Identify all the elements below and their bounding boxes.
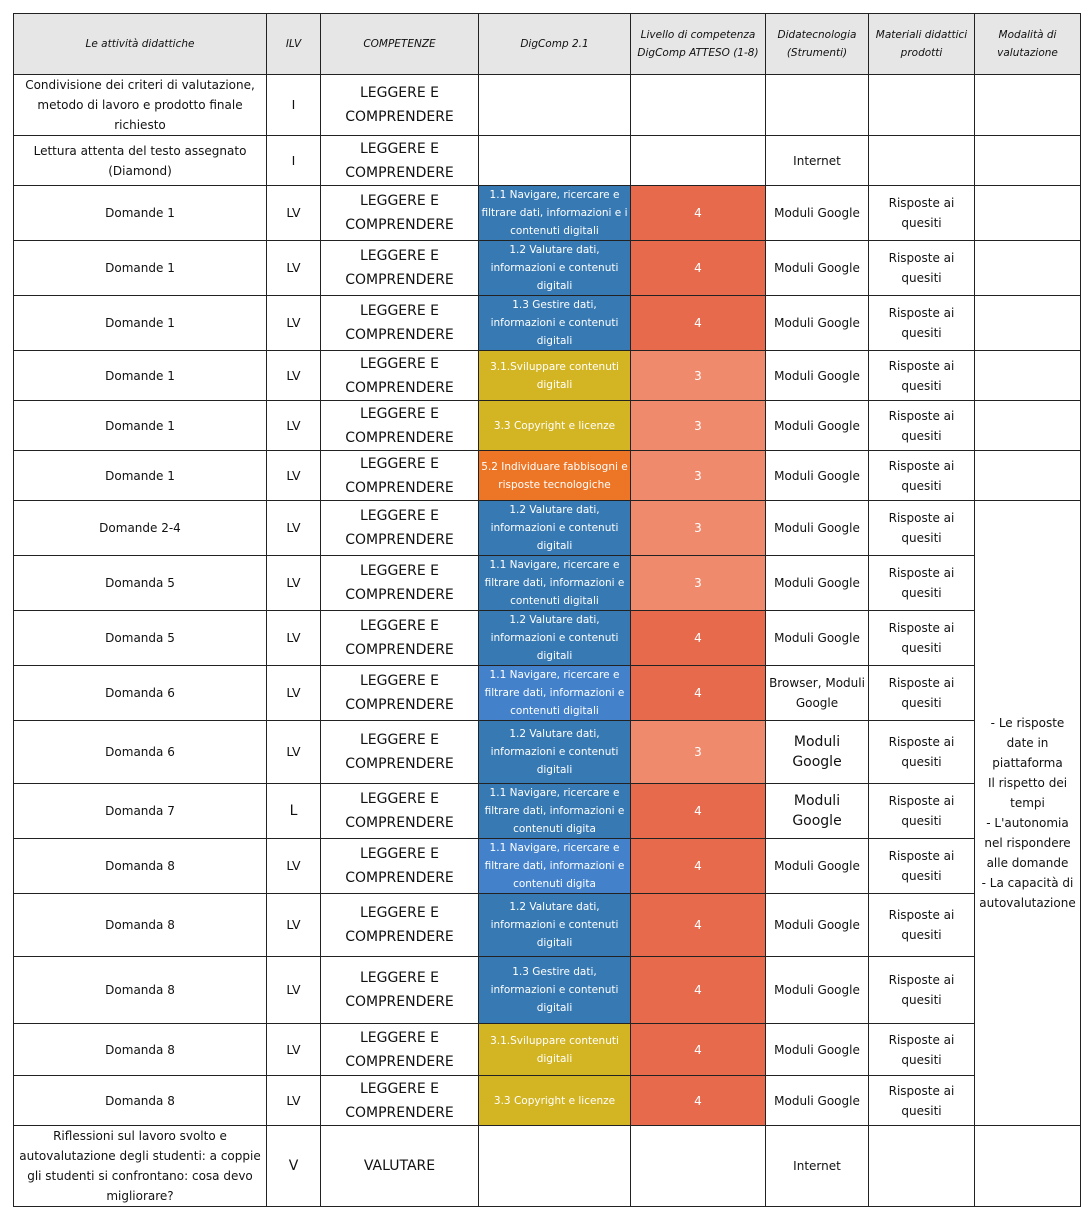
livello-cell: 4 [631,1024,766,1076]
livello-cell: 3 [631,556,766,611]
competenze-cell: LEGGERE E COMPRENDERE [321,957,479,1024]
materiali-cell: Risposte ai quesiti [869,501,975,556]
header-competenze: COMPETENZE [321,14,479,75]
header-digcomp: DigComp 2.1 [479,14,631,75]
modalita-cell [975,241,1081,296]
table-row [14,1024,1081,1076]
livello-cell: 4 [631,296,766,351]
table-row [14,839,1081,894]
materiali-cell: Risposte ai quesiti [869,241,975,296]
table-row [14,784,1081,839]
header-attivita: Le attività didattiche [14,14,267,75]
activity-cell: Domande 1 [14,296,267,351]
header-strumenti: Didatecnologia (Strumenti) [766,14,869,75]
ilv-cell: LV [267,1024,321,1076]
strumenti-cell: Moduli Google [766,721,869,784]
materiali-cell: Risposte ai quesiti [869,784,975,839]
livello-cell: 3 [631,401,766,451]
materiali-cell: Risposte ai quesiti [869,721,975,784]
competenze-cell: LEGGERE E COMPRENDERE [321,611,479,666]
competenze-cell: LEGGERE E COMPRENDERE [321,1076,479,1126]
ilv-cell: LV [267,401,321,451]
modalita-cell [975,401,1081,451]
materiali-cell: Risposte ai quesiti [869,1024,975,1076]
materiali-cell: Risposte ai quesiti [869,611,975,666]
table-row [14,401,1081,451]
table-row [14,501,1081,556]
modalita-merged-cell: - Le risposte date in piattaforma Il rispetto dei tempi - L'autonomia nel rispondere alle domande - La capacità di autovalutazione [975,501,1081,1126]
materiali-cell: Risposte ai quesiti [869,186,975,241]
table-row [14,351,1081,401]
activity-cell: Domanda 8 [14,1024,267,1076]
activity-cell: Domande 1 [14,241,267,296]
modalita-cell [975,351,1081,401]
livello-cell: 4 [631,839,766,894]
table-row [14,611,1081,666]
ilv-cell: V [267,1126,321,1207]
digcomp-cell [479,1126,631,1207]
digcomp-cell: 1.1 Navigare, ricercare e filtrare dati, informazioni e contenuti digita [479,784,631,839]
activity-cell: Condivisione dei criteri di valutazione, metodo di lavoro e prodotto finale richiesto [14,75,267,136]
competenze-cell: LEGGERE E COMPRENDERE [321,296,479,351]
livello-cell: 4 [631,611,766,666]
lesson-plan-table [13,13,1081,1207]
table-row [14,721,1081,784]
table-row [14,957,1081,1024]
materiali-cell [869,136,975,186]
competenze-cell: LEGGERE E COMPRENDERE [321,451,479,501]
livello-cell: 4 [631,1076,766,1126]
strumenti-cell: Moduli Google [766,839,869,894]
table-row [14,666,1081,721]
livello-cell: 4 [631,957,766,1024]
table-row [14,136,1081,186]
competenze-cell: VALUTARE [321,1126,479,1207]
digcomp-cell: 1.2 Valutare dati, informazioni e contenuti digitali [479,721,631,784]
strumenti-cell: Moduli Google [766,501,869,556]
livello-cell: 3 [631,451,766,501]
activity-cell: Domande 1 [14,451,267,501]
strumenti-cell: Moduli Google [766,957,869,1024]
digcomp-cell: 1.2 Valutare dati, informazioni e contenuti digitali [479,241,631,296]
competenze-cell: LEGGERE E COMPRENDERE [321,186,479,241]
digcomp-cell: 5.2 Individuare fabbisogni e risposte tecnologiche [479,451,631,501]
strumenti-cell: Moduli Google [766,556,869,611]
materiali-cell: Risposte ai quesiti [869,839,975,894]
ilv-cell: LV [267,501,321,556]
competenze-cell: LEGGERE E COMPRENDERE [321,75,479,136]
table-row [14,75,1081,136]
table-row [14,1076,1081,1126]
ilv-cell: LV [267,957,321,1024]
ilv-cell: LV [267,1076,321,1126]
materiali-cell: Risposte ai quesiti [869,894,975,957]
activity-cell: Domande 2-4 [14,501,267,556]
table-row [14,241,1081,296]
livello-cell: 3 [631,501,766,556]
materiali-cell: Risposte ai quesiti [869,451,975,501]
digcomp-cell: 3.3 Copyright e licenze [479,1076,631,1126]
competenze-cell: LEGGERE E COMPRENDERE [321,401,479,451]
materiali-cell: Risposte ai quesiti [869,556,975,611]
strumenti-cell: Moduli Google [766,351,869,401]
materiali-cell: Risposte ai quesiti [869,1076,975,1126]
activity-cell: Domande 1 [14,351,267,401]
competenze-cell: LEGGERE E COMPRENDERE [321,894,479,957]
table-row [14,451,1081,501]
digcomp-cell [479,136,631,186]
ilv-cell: LV [267,611,321,666]
materiali-cell: Risposte ai quesiti [869,666,975,721]
competenze-cell: LEGGERE E COMPRENDERE [321,839,479,894]
activity-cell: Domanda 8 [14,1076,267,1126]
ilv-cell: LV [267,839,321,894]
materiali-cell: Risposte ai quesiti [869,957,975,1024]
ilv-cell: LV [267,296,321,351]
competenze-cell: LEGGERE E COMPRENDERE [321,501,479,556]
activity-cell: Domande 1 [14,401,267,451]
competenze-cell: LEGGERE E COMPRENDERE [321,721,479,784]
strumenti-cell: Moduli Google [766,894,869,957]
ilv-cell: L [267,784,321,839]
livello-cell: 4 [631,784,766,839]
header-livello: Livello di competenza DigComp ATTESO (1-8) [631,14,766,75]
table-row [14,186,1081,241]
activity-cell: Domanda 6 [14,666,267,721]
livello-cell: 3 [631,721,766,784]
modalita-cell [975,136,1081,186]
strumenti-cell: Moduli Google [766,241,869,296]
activity-cell: Domande 1 [14,186,267,241]
ilv-cell: LV [267,351,321,401]
livello-cell [631,75,766,136]
digcomp-cell: 1.3 Gestire dati, informazioni e contenuti digitali [479,957,631,1024]
strumenti-cell: Moduli Google [766,296,869,351]
strumenti-cell: Browser, Moduli Google [766,666,869,721]
competenze-cell: LEGGERE E COMPRENDERE [321,136,479,186]
activity-cell: Domanda 5 [14,556,267,611]
materiali-cell: Risposte ai quesiti [869,296,975,351]
strumenti-cell [766,75,869,136]
modalita-cell [975,451,1081,501]
activity-cell: Riflessioni sul lavoro svolto e autovalutazione degli studenti: a coppie gli studenti si confrontano: cosa devo migliorare? [14,1126,267,1207]
ilv-cell: I [267,136,321,186]
header-modalita: Modalità di valutazione [975,14,1081,75]
digcomp-cell: 1.2 Valutare dati, informazioni e contenuti digitali [479,611,631,666]
activity-cell: Domanda 5 [14,611,267,666]
digcomp-cell: 3.1.Sviluppare contenuti digitali [479,351,631,401]
digcomp-cell: 1.1 Navigare, ricercare e filtrare dati, informazioni e i contenuti digitali [479,186,631,241]
activity-cell: Domanda 8 [14,839,267,894]
ilv-cell: LV [267,894,321,957]
ilv-cell: LV [267,451,321,501]
materiali-cell: Risposte ai quesiti [869,351,975,401]
materiali-cell [869,75,975,136]
table-body [14,75,1081,1207]
livello-cell: 4 [631,241,766,296]
livello-cell: 4 [631,186,766,241]
activity-cell: Domanda 8 [14,894,267,957]
digcomp-cell: 1.3 Gestire dati, informazioni e contenuti digitali [479,296,631,351]
strumenti-cell: Moduli Google [766,611,869,666]
ilv-cell: LV [267,241,321,296]
digcomp-cell: 1.1 Navigare, ricercare e filtrare dati, informazioni e contenuti digitali [479,556,631,611]
modalita-cell [975,186,1081,241]
header-materiali: Materiali didattici prodotti [869,14,975,75]
strumenti-cell: Internet [766,1126,869,1207]
digcomp-cell [479,75,631,136]
competenze-cell: LEGGERE E COMPRENDERE [321,556,479,611]
ilv-cell: LV [267,721,321,784]
competenze-cell: LEGGERE E COMPRENDERE [321,241,479,296]
strumenti-cell: Internet [766,136,869,186]
ilv-cell: I [267,75,321,136]
table-row [14,556,1081,611]
livello-cell: 4 [631,666,766,721]
table-row [14,296,1081,351]
strumenti-cell: Moduli Google [766,186,869,241]
digcomp-cell: 3.3 Copyright e licenze [479,401,631,451]
livello-cell: 4 [631,894,766,957]
materiali-cell [869,1126,975,1207]
ilv-cell: LV [267,666,321,721]
ilv-cell: LV [267,186,321,241]
strumenti-cell: Moduli Google [766,451,869,501]
ilv-cell: LV [267,556,321,611]
digcomp-cell: 1.2 Valutare dati, informazioni e contenuti digitali [479,894,631,957]
strumenti-cell: Moduli Google [766,1024,869,1076]
table-row [14,894,1081,957]
materiali-cell: Risposte ai quesiti [869,401,975,451]
digcomp-cell: 1.1 Navigare, ricercare e filtrare dati, informazioni e contenuti digitali [479,666,631,721]
livello-cell [631,1126,766,1207]
competenze-cell: LEGGERE E COMPRENDERE [321,784,479,839]
digcomp-cell: 1.1 Navigare, ricercare e filtrare dati, informazioni e contenuti digita [479,839,631,894]
activity-cell: Lettura attenta del testo assegnato (Diamond) [14,136,267,186]
header-ilv: ILV [267,14,321,75]
strumenti-cell: Moduli Google [766,1076,869,1126]
table-row [14,1126,1081,1207]
activity-cell: Domanda 7 [14,784,267,839]
livello-cell: 3 [631,351,766,401]
modalita-cell [975,1126,1081,1207]
modalita-cell [975,75,1081,136]
competenze-cell: LEGGERE E COMPRENDERE [321,351,479,401]
livello-cell [631,136,766,186]
header-row [14,14,1081,75]
modalita-cell [975,296,1081,351]
activity-cell: Domanda 6 [14,721,267,784]
digcomp-cell: 1.2 Valutare dati, informazioni e contenuti digitali [479,501,631,556]
activity-cell: Domanda 8 [14,957,267,1024]
competenze-cell: LEGGERE E COMPRENDERE [321,1024,479,1076]
competenze-cell: LEGGERE E COMPRENDERE [321,666,479,721]
strumenti-cell: Moduli Google [766,784,869,839]
digcomp-cell: 3.1.Sviluppare contenuti digitali [479,1024,631,1076]
strumenti-cell: Moduli Google [766,401,869,451]
